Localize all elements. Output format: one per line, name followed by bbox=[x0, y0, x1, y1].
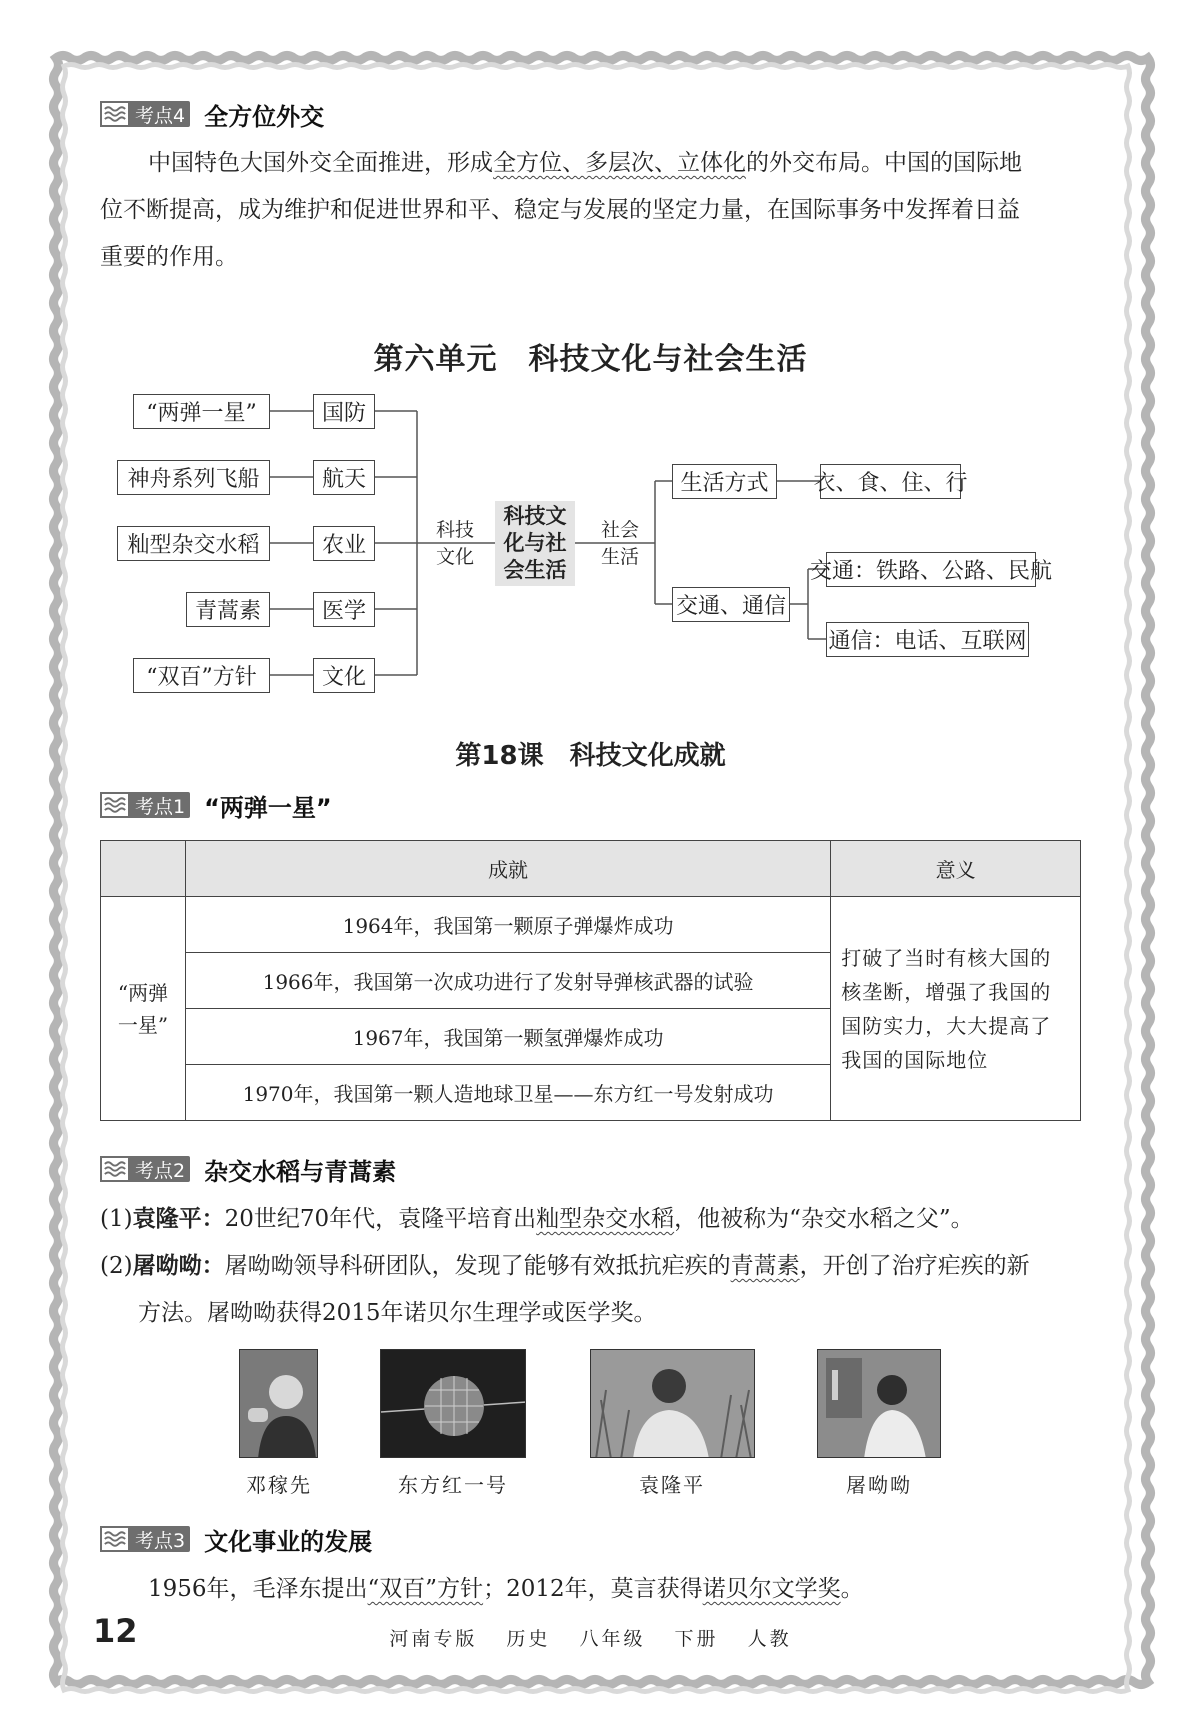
mm-item-5: “双百”方针 bbox=[133, 658, 270, 693]
photo-yuan-longping bbox=[590, 1349, 755, 1458]
lesson-title: 第18课 科技文化成就 bbox=[455, 741, 726, 771]
wave-icon bbox=[100, 1526, 130, 1552]
section-4-badge-label: 考点4 bbox=[135, 104, 186, 127]
mm-right-label: 社会 生活 bbox=[600, 519, 639, 568]
wave-icon bbox=[100, 1156, 130, 1182]
table-row bbox=[101, 897, 1081, 953]
footer-item: 下册 bbox=[674, 1628, 719, 1650]
caption-dongfanghong-1: 东方红一号 bbox=[398, 1473, 508, 1497]
section-3-title: 文化事业的发展 bbox=[204, 1527, 373, 1556]
section-1-heading bbox=[100, 790, 332, 820]
highlight-artemisinin: 青蒿素 bbox=[730, 1253, 800, 1279]
section-3-badge bbox=[100, 1526, 190, 1552]
mm-item-2: 神舟系列飞船 bbox=[117, 460, 270, 495]
section-1-badge-label: 考点1 bbox=[135, 795, 186, 818]
section-1-title: “两弹一星” bbox=[204, 793, 332, 822]
achievements-table bbox=[100, 840, 1081, 1121]
mm-lifestyle-detail: 衣、食、住、行 bbox=[820, 464, 961, 499]
table-row-label: “两弹 一星” bbox=[101, 897, 186, 1121]
footer-item: 八年级 bbox=[579, 1628, 646, 1650]
footer-item: 人教 bbox=[747, 1628, 792, 1650]
section-4-line-1: 中国特色大国外交全面推进，形成全方位、多层次、立体化的外交布局。中国的国际地 bbox=[148, 150, 1022, 176]
caption-deng-jiaxian: 邓稼先 bbox=[246, 1473, 312, 1497]
table-cell-significance: 打破了当时有核大国的 核垄断，增强了我国的 国防实力，大大提高了 我国的国际地位 bbox=[831, 897, 1081, 1121]
caption-tu-youyou: 屠呦呦 bbox=[846, 1473, 912, 1497]
mm-field-4: 医学 bbox=[313, 592, 375, 627]
table-header-row bbox=[101, 841, 1081, 897]
table-cell-achievement: 1966年，我国第一次成功进行了发射导弹核武器的试验 bbox=[185, 953, 830, 1009]
photo-tu-youyou bbox=[817, 1349, 941, 1458]
highlight-rice: 籼型杂交水稻 bbox=[536, 1206, 675, 1232]
section-3-paragraph bbox=[100, 1566, 1085, 1613]
page-number: 12 bbox=[93, 1612, 138, 1650]
mm-field-3: 农业 bbox=[313, 526, 375, 561]
section-2-paragraph bbox=[100, 1196, 1085, 1337]
section-4-line-3: 重要的作用。 bbox=[100, 244, 238, 270]
mm-item-4: 青蒿素 bbox=[186, 592, 270, 627]
highlight-nobel: 诺贝尔文学奖 bbox=[702, 1576, 841, 1602]
section-2-title: 杂交水稻与青蒿素 bbox=[204, 1157, 397, 1186]
section-2-badge bbox=[100, 1156, 190, 1182]
photo-dongfanghong-1 bbox=[380, 1349, 526, 1458]
table-header-empty bbox=[101, 841, 186, 897]
mind-map-connectors bbox=[0, 0, 1181, 720]
section-4-title: 全方位外交 bbox=[204, 102, 325, 131]
mm-field-2: 航天 bbox=[313, 460, 375, 495]
footer-item: 河南专版 bbox=[389, 1628, 478, 1650]
section-1-badge bbox=[100, 792, 190, 818]
mm-left-label: 科技 文化 bbox=[435, 519, 474, 568]
highlight-diplomacy: 全方位、多层次、立体化 bbox=[493, 150, 746, 176]
table-cell-achievement: 1964年，我国第一颗原子弹爆炸成功 bbox=[185, 897, 830, 953]
section-2-item-2-cont: 方法。屠呦呦获得2015年诺贝尔生理学或医学奖。 bbox=[138, 1300, 657, 1326]
highlight-double-hundred: “双百”方针 bbox=[367, 1576, 484, 1602]
wave-icon bbox=[100, 792, 130, 818]
section-2-item-2: (2)屠呦呦：屠呦呦领导科研团队，发现了能够有效抵抗疟疾的青蒿素，开创了治疗疟疾的新 bbox=[100, 1253, 1030, 1279]
table-header-achievement: 成就 bbox=[185, 841, 830, 897]
mm-comm-detail: 通信：电话、互联网 bbox=[826, 622, 1029, 657]
mm-lifestyle: 生活方式 bbox=[672, 464, 777, 499]
mm-item-3: 籼型杂交水稻 bbox=[117, 526, 270, 561]
section-2-badge-label: 考点2 bbox=[135, 1159, 186, 1182]
mind-map bbox=[0, 0, 1181, 720]
mm-item-1: “两弹一星” bbox=[133, 394, 270, 429]
mm-field-1: 国防 bbox=[313, 394, 375, 429]
table-cell-achievement: 1967年，我国第一颗氢弹爆炸成功 bbox=[185, 1009, 830, 1065]
section-3-badge-label: 考点3 bbox=[135, 1529, 186, 1552]
section-2-item-1: (1)袁隆平：20世纪70年代，袁隆平培育出籼型杂交水稻，他被称为“杂交水稻之父”。 bbox=[100, 1206, 974, 1232]
mm-transport: 交通、通信 bbox=[672, 587, 790, 622]
mm-center: 科技文 化与社 会生活 bbox=[495, 501, 575, 586]
section-2-heading bbox=[100, 1154, 396, 1184]
table-cell-achievement: 1970年，我国第一颗人造地球卫星——东方红一号发射成功 bbox=[185, 1065, 830, 1121]
section-4-line-2: 位不断提高，成为维护和促进世界和平、稳定与发展的坚定力量，在国际事务中发挥着日益 bbox=[100, 197, 1020, 223]
mm-transport-detail: 交通：铁路、公路、民航 bbox=[826, 552, 1036, 587]
photo-deng-jiaxian bbox=[239, 1349, 318, 1458]
table-header-significance: 意义 bbox=[831, 841, 1081, 897]
unit-title: 第六单元 科技文化与社会生活 bbox=[373, 342, 808, 377]
section-3-line: 1956年，毛泽东提出“双百”方针；2012年，莫言获得诺贝尔文学奖。 bbox=[148, 1576, 864, 1602]
footer bbox=[0, 1624, 1181, 1651]
section-3-heading bbox=[100, 1524, 372, 1554]
footer-item: 历史 bbox=[506, 1628, 551, 1650]
mm-field-5: 文化 bbox=[313, 658, 375, 693]
caption-yuan-longping: 袁隆平 bbox=[639, 1473, 705, 1497]
